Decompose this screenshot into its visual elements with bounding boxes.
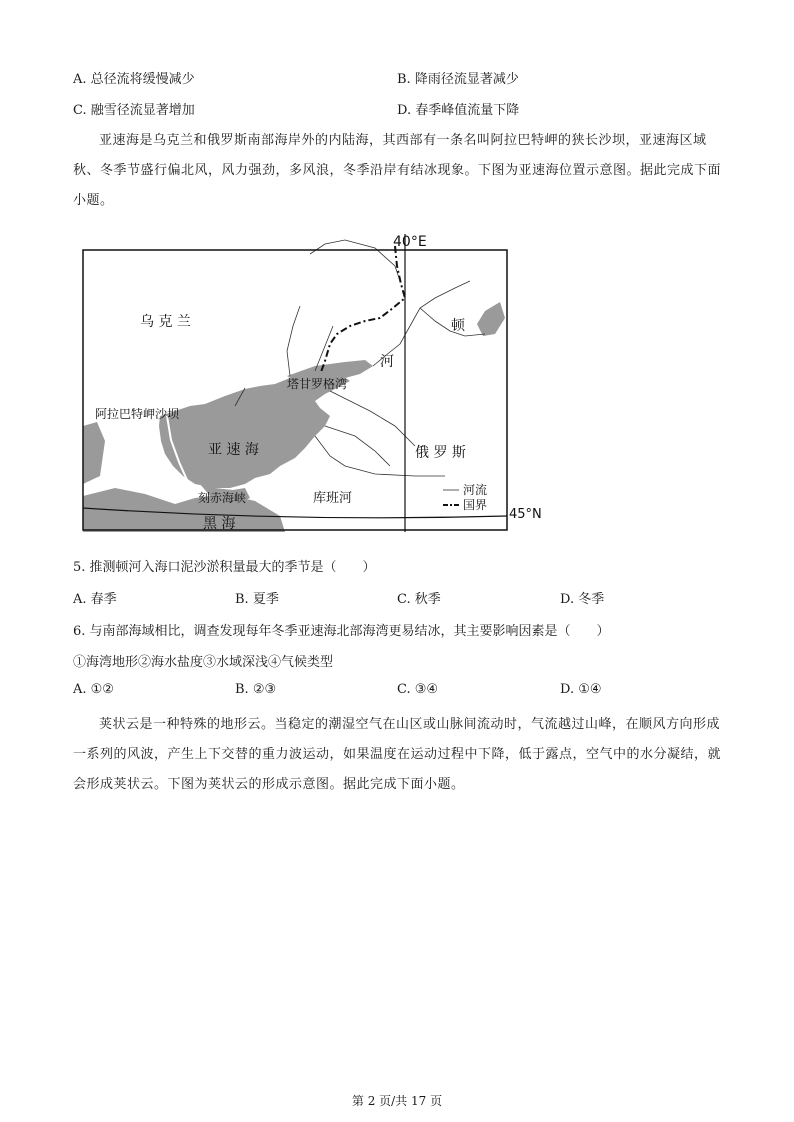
q6-stem: 6. 与南部海域相比，调查发现每年冬季亚速海北部海湾更易结冰，其主要影响因素是（ ） xyxy=(73,624,610,639)
azov-sea-map xyxy=(75,226,542,532)
passage-azov-sea: 亚速海是乌克兰和俄罗斯南部海岸外的内陆海，其西部有一条名叫阿拉巴特岬的狭长沙坝，亚速海区域秋、冬季节盛行偏北风，风力强劲，多风浪，冬季沿岸有结冰现象。下图为亚速海位置示意图。据此完成下面小题。 xyxy=(73,133,722,208)
kuban-label: 库班河 xyxy=(313,491,353,506)
q5-option-b: B. 夏季 xyxy=(235,592,279,607)
prev-option-a: A. 总径流将缓慢减少 xyxy=(73,72,195,87)
q6-option-b: B. ②③ xyxy=(235,682,277,697)
passage-lenticular-cloud: 荚状云是一种特殊的地形云。当稳定的潮湿空气在山区或山脉间流动时，气流越过山峰，在顺风方向形成一系列的风波，产生上下交替的重力波运动，如果温度在运动过程中下降，低于露点，空气中的水分凝结，就会形成荚状云。下图为荚状云的形成示意图。据此完成下面小题。 xyxy=(73,717,722,792)
arabat-label: 阿拉巴特岬沙坝 xyxy=(95,407,180,421)
lake-area xyxy=(477,302,505,336)
russia-label: 俄 罗 斯 xyxy=(415,445,466,461)
q5-option-c: C. 秋季 xyxy=(397,592,441,607)
q6-option-d: D. ①④ xyxy=(560,682,602,697)
q5-stem: 5. 推测顿河入海口泥沙淤积量最大的季节是（ ） xyxy=(73,560,376,575)
q6-factors: ①海湾地形②海水盐度③水域深浅④气候类型 xyxy=(73,655,334,670)
azov-label: 亚 速 海 xyxy=(208,442,259,458)
taganrog-label: 塔甘罗格湾 xyxy=(287,377,348,391)
q5-option-d: D. 冬季 xyxy=(560,592,605,607)
lat-label: 45°N xyxy=(509,507,542,522)
sivash-area xyxy=(83,422,105,484)
lon-label: 40°E xyxy=(393,234,427,250)
page-footer: 第 2 页/共 17 页 xyxy=(351,1094,443,1108)
legend-border-label: 国界 xyxy=(463,498,488,512)
black-sea-label: 黑 海 xyxy=(203,516,236,532)
kerch-label: 刻赤海峡 xyxy=(198,491,247,505)
prev-option-d: D. 春季峰值流量下降 xyxy=(397,103,520,118)
legend-river-label: 河流 xyxy=(463,483,488,497)
prev-option-c: C. 融雪径流显著增加 xyxy=(73,103,195,118)
q5-option-a: A. 春季 xyxy=(73,592,117,607)
prev-option-b: B. 降雨径流显著减少 xyxy=(397,72,519,87)
q6-option-c: C. ③④ xyxy=(397,682,439,697)
don-label-1: 顿 xyxy=(451,318,465,334)
ukraine-label: 乌 克 兰 xyxy=(140,314,191,330)
don-label-2: 河 xyxy=(380,354,394,370)
q6-option-a: A. ①② xyxy=(73,682,114,697)
